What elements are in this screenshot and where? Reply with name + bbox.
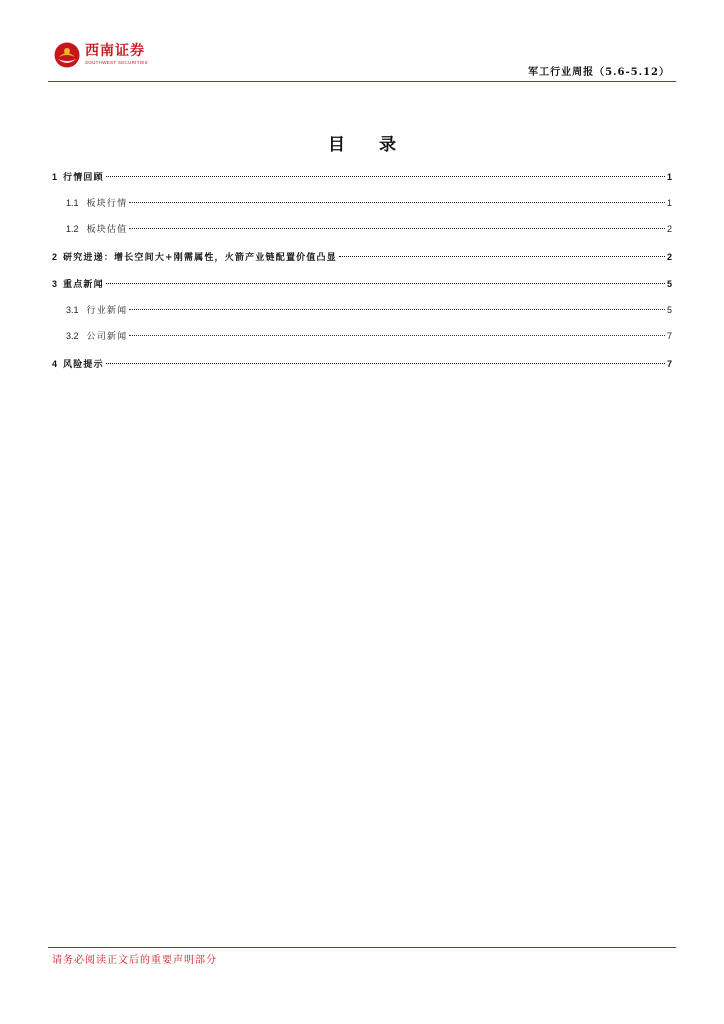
footer-notice: 请务必阅读正文后的重要声明部分 (52, 955, 217, 966)
report-title: 军工行业周报（5.6-5.12） (528, 67, 670, 78)
company-logo (54, 42, 148, 68)
toc-entry-page: 5 (666, 279, 672, 289)
toc-entry-number: 3 (52, 279, 58, 289)
page-header (48, 38, 676, 82)
toc-entry-page: 1 (666, 198, 672, 208)
toc-entry-number: 3.2 (66, 331, 79, 341)
logo-english-name: SOUTHWEST SECURITIES (85, 60, 148, 66)
toc-entry-title: 研究进递：增长空间大+刚需属性，火箭产业链配置价值凸显 (63, 253, 337, 263)
toc-entry-page: 1 (666, 172, 672, 182)
toc-dot-leader (106, 283, 665, 284)
toc-entry-title: 风险提示 (63, 360, 104, 370)
header-divider (48, 81, 676, 82)
toc-entry-number: 1 (52, 172, 58, 182)
toc-dot-leader (129, 309, 665, 310)
toc-entry-page: 2 (666, 224, 672, 234)
toc-entry-number: 2 (52, 252, 58, 262)
toc-dot-leader (106, 176, 665, 177)
toc-entry-title: 行情回顾 (63, 173, 104, 183)
toc-entry-page: 7 (666, 331, 672, 341)
toc-entry-number: 3.1 (66, 305, 79, 315)
toc-dot-leader (129, 335, 665, 336)
logo-chinese-name: 西南证券 (85, 43, 145, 60)
toc-entry[interactable] (52, 222, 672, 236)
toc-dot-leader (129, 202, 665, 203)
toc-entry-title: 公司新闻 (86, 332, 128, 342)
toc-entry[interactable] (52, 196, 672, 210)
footer-divider (48, 947, 676, 948)
toc-entry[interactable] (52, 277, 672, 291)
toc-entry[interactable] (52, 170, 672, 184)
southwest-securities-logo-icon (54, 42, 80, 68)
toc-entry[interactable] (52, 303, 672, 317)
toc-entry-page: 7 (666, 359, 672, 369)
toc-entry-page: 5 (666, 305, 672, 315)
toc-entry-title: 重点新闻 (63, 280, 104, 290)
toc-title: 目 录 (328, 135, 410, 155)
toc-entry[interactable] (52, 250, 672, 264)
toc-dot-leader (129, 228, 665, 229)
toc-entry[interactable] (52, 357, 672, 371)
toc-dot-leader (106, 363, 665, 364)
toc-entry-page: 2 (666, 252, 672, 262)
toc-entry[interactable] (52, 329, 672, 343)
toc-entry-number: 1.2 (66, 224, 79, 234)
toc-entry-number: 1.1 (66, 198, 79, 208)
toc-entry-number: 4 (52, 359, 58, 369)
toc-dot-leader (339, 256, 665, 257)
toc-entry-title: 板块估值 (86, 225, 128, 235)
toc-entry-title: 行业新闻 (86, 306, 128, 316)
toc-entry-title: 板块行情 (86, 199, 128, 209)
